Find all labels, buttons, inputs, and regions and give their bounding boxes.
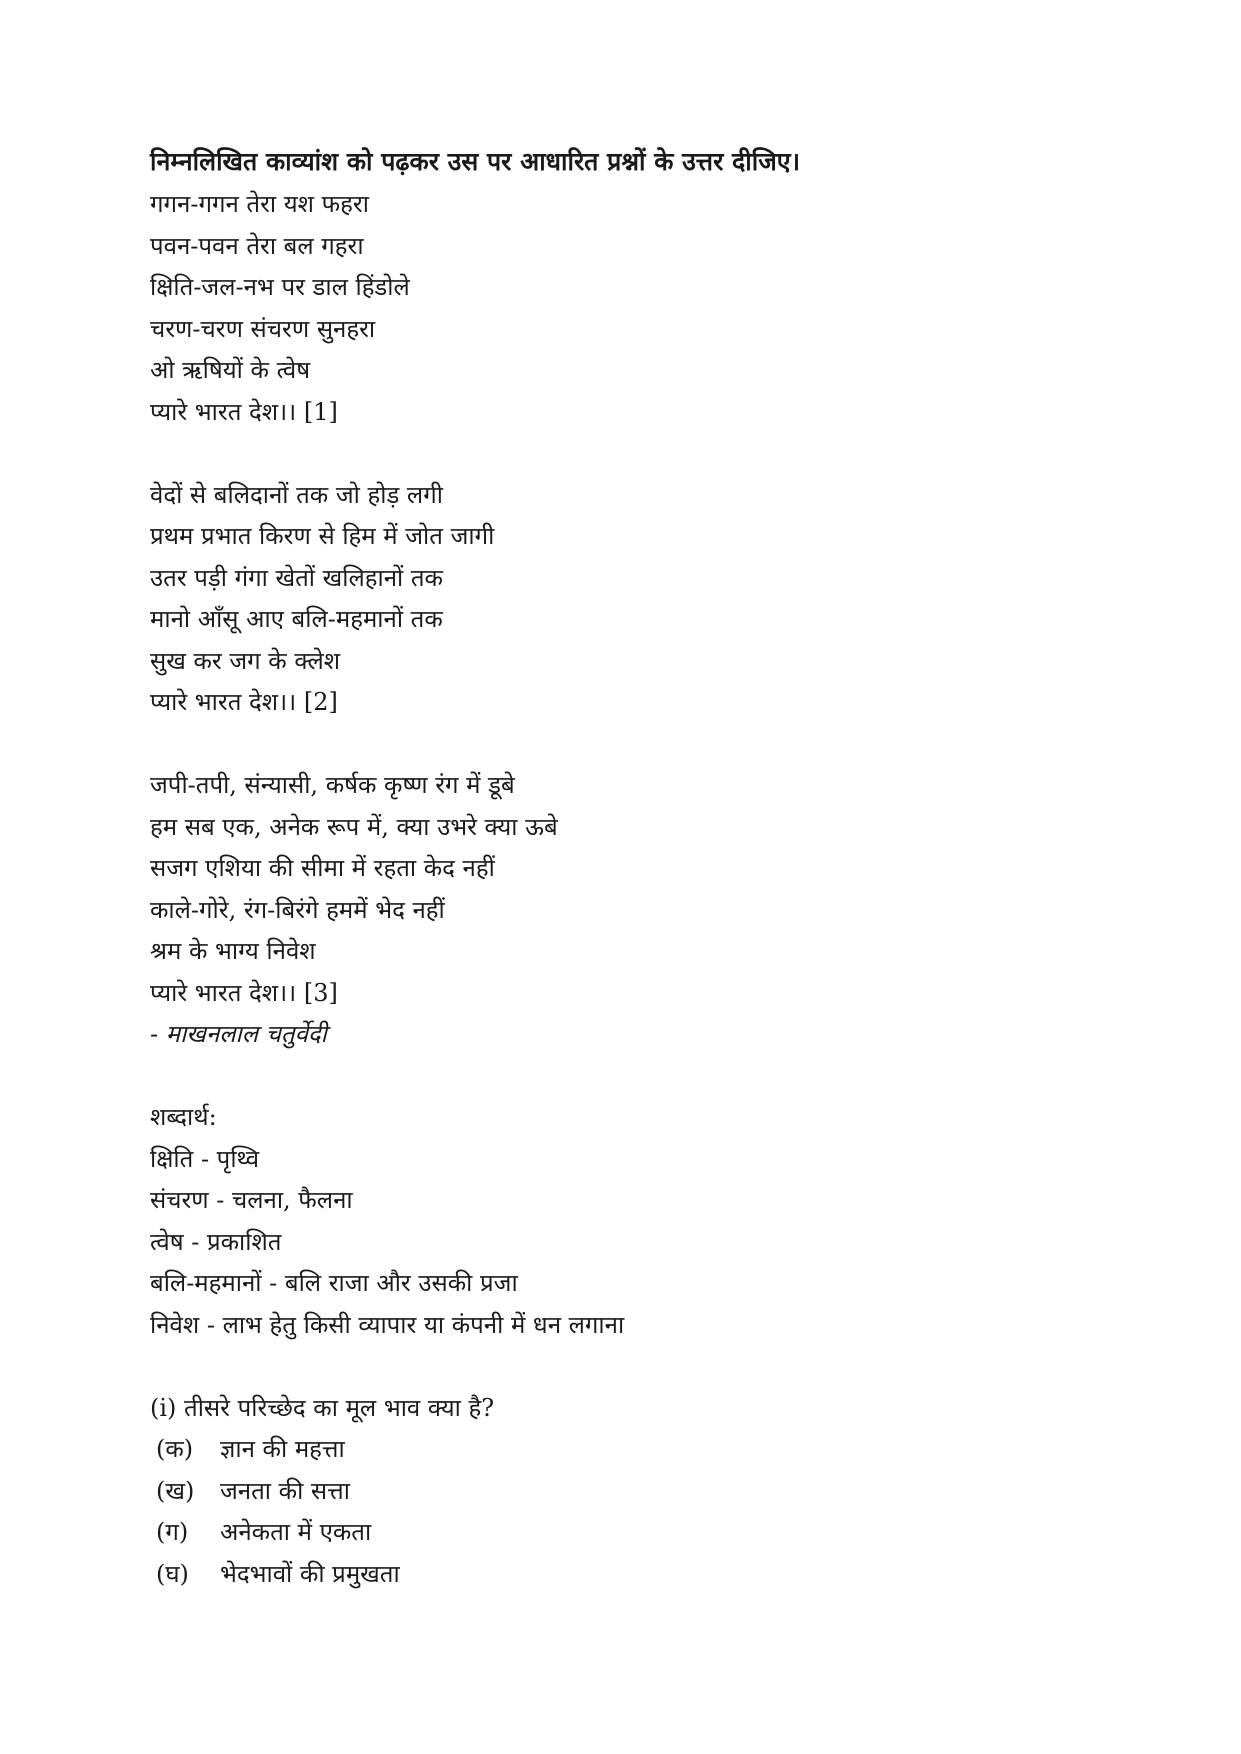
poem-line: प्यारे भारत देश।। [2] xyxy=(150,688,338,716)
spacer xyxy=(150,1056,1150,1098)
spacer xyxy=(150,433,1150,475)
option-text: ज्ञान की महत्ता xyxy=(220,1435,345,1463)
option-text: अनेकता में एकता xyxy=(220,1518,372,1546)
answer-option-ga[interactable] xyxy=(150,1512,1150,1554)
poem-line: प्यारे भारत देश।। [3] xyxy=(150,978,338,1007)
option-text: जनता की सत्ता xyxy=(220,1476,350,1505)
poem-line: मानो आँसू आए बलि-महमानों तक xyxy=(150,605,443,633)
glossary-entry: संचरण - चलना, फैलना xyxy=(150,1186,353,1214)
poem-line: जपी-तपी, संन्यासी, कर्षक कृष्ण रंग में डूबे xyxy=(150,771,515,799)
poem-line: श्रम के भाग्य निवेश xyxy=(150,937,316,965)
instruction-heading: निम्नलिखित काव्यांश को पढ़कर उस पर आधारित प्रश्नों के उत्तर दीजिए। xyxy=(150,147,801,176)
poem-line: प्यारे भारत देश।। [1] xyxy=(150,397,338,426)
poem-line: क्षिति-जल-नभ पर डाल हिंडोले xyxy=(150,273,410,301)
poem-line: काले-गोरे, रंग-बिरंगे हममें भेद नहीं xyxy=(150,895,445,924)
glossary xyxy=(150,1097,1150,1346)
spacer xyxy=(150,1346,1150,1388)
poem-line: पवन-पवन तेरा बल गहरा xyxy=(150,231,364,260)
poem-line: हम सब एक, अनेक रूप में, क्या उभरे क्या ऊबे xyxy=(150,812,558,841)
poem-line: वेदों से बलिदानों तक जो होड़ लगी xyxy=(150,480,443,509)
question-text: (i) तीसरे परिच्छेद का मूल भाव क्या है? xyxy=(150,1393,495,1422)
answer-options xyxy=(150,1429,1150,1595)
glossary-entry: निवेश - लाभ हेतु किसी व्यापार या कंपनी में धन लगाना xyxy=(150,1310,625,1339)
stanza-1 xyxy=(150,184,1150,433)
poem-line: सजग एशिया की सीमा में रहता केद नहीं xyxy=(150,854,495,882)
option-letter: (ख) xyxy=(156,1476,195,1505)
glossary-heading: शब्दार्थ: xyxy=(150,1103,217,1131)
answer-option-gha[interactable] xyxy=(150,1554,1150,1596)
poem-author: - माखनलाल चतुर्वेदी xyxy=(150,1020,327,1048)
question-block xyxy=(150,1388,1150,1596)
stanza-2 xyxy=(150,475,1150,724)
option-text: भेदभावों की प्रमुखता xyxy=(220,1559,400,1588)
poem-line: सुख कर जग के क्लेश xyxy=(150,646,341,675)
poem-line: ओ ऋषियों के त्वेष xyxy=(150,356,311,384)
document-page xyxy=(150,140,1150,1595)
poem-line: चरण-चरण संचरण सुनहरा xyxy=(150,314,376,343)
glossary-entry: त्वेष - प्रकाशित xyxy=(150,1227,282,1256)
glossary-entry: बलि-महमानों - बलि राजा और उसकी प्रजा xyxy=(150,1269,518,1297)
spacer xyxy=(150,724,1150,766)
option-letter: (घ) xyxy=(156,1559,189,1588)
poem-line: प्रथम प्रभात किरण से हिम में जोत जागी xyxy=(150,522,495,550)
answer-option-ka[interactable] xyxy=(150,1429,1150,1471)
option-letter: (ग) xyxy=(156,1518,189,1546)
stanza-3 xyxy=(150,765,1150,1056)
glossary-entry: क्षिति - पृथ्वि xyxy=(150,1144,260,1173)
answer-option-kha[interactable] xyxy=(150,1471,1150,1513)
option-letter: (क) xyxy=(156,1435,194,1463)
poem-line: गगन-गगन तेरा यश फहरा xyxy=(150,190,369,218)
poem-line: उतर पड़ी गंगा खेतों खलिहानों तक xyxy=(150,563,443,592)
